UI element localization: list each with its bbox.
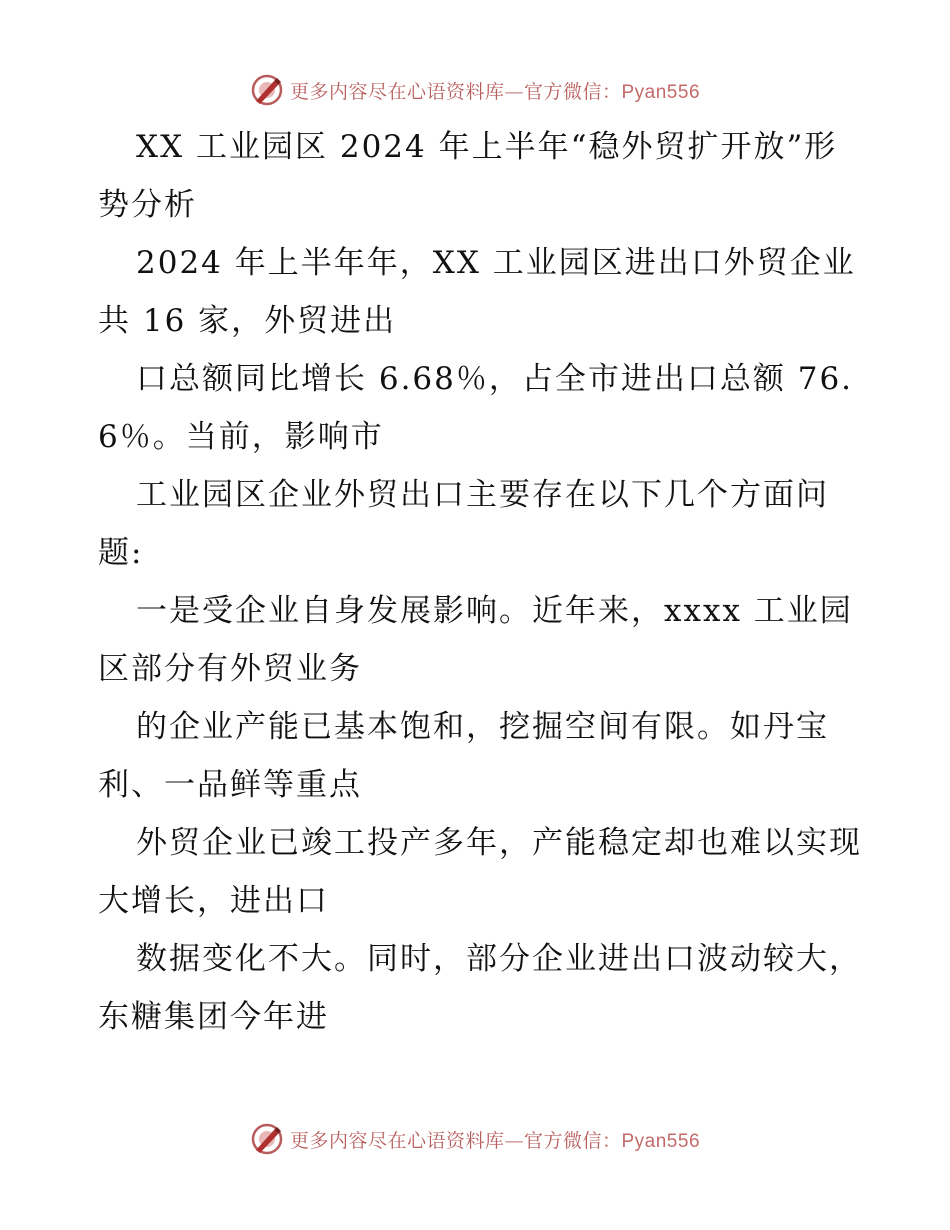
pen-logo-icon xyxy=(250,1122,284,1156)
paragraph: 的企业产能已基本饱和，挖掘空间有限。如丹宝利、一品鲜等重点 xyxy=(98,709,829,803)
wechat-handle: Pyan556 xyxy=(621,81,701,103)
paragraph: 口总额同比增长 6.68％，占全市进出口总额 76.6％。当前，影响市 xyxy=(98,361,854,455)
paragraph: 工业园区企业外贸出口主要存在以下几个方面问题: xyxy=(98,477,829,571)
pen-logo-icon xyxy=(250,73,284,107)
banner-text: 更多内容尽在心语资料库—官方微信：Pyan556 xyxy=(289,80,701,103)
paragraph: 一是受企业自身发展影响。近年来，xxxx 工业园区部分有外贸业务 xyxy=(98,593,853,687)
paragraph: 外贸企业已竣工投产多年，产能稳定却也难以实现大增长，进出口 xyxy=(98,825,862,919)
paragraph: 2024 年上半年年，XX 工业园区进出口外贸企业共 16 家，外贸进出 xyxy=(98,245,856,339)
document-title: XX 工业园区 2024 年上半年“稳外贸扩开放”形势分析 xyxy=(98,129,838,223)
document-body xyxy=(98,118,868,1046)
header-banner xyxy=(0,70,950,110)
wechat-handle: Pyan556 xyxy=(621,1130,701,1152)
banner-text: 更多内容尽在心语资料库—官方微信：Pyan556 xyxy=(289,1129,701,1152)
footer-banner xyxy=(0,1119,950,1159)
paragraph: 数据变化不大。同时，部分企业进出口波动较大，东糖集团今年进 xyxy=(98,941,862,1035)
